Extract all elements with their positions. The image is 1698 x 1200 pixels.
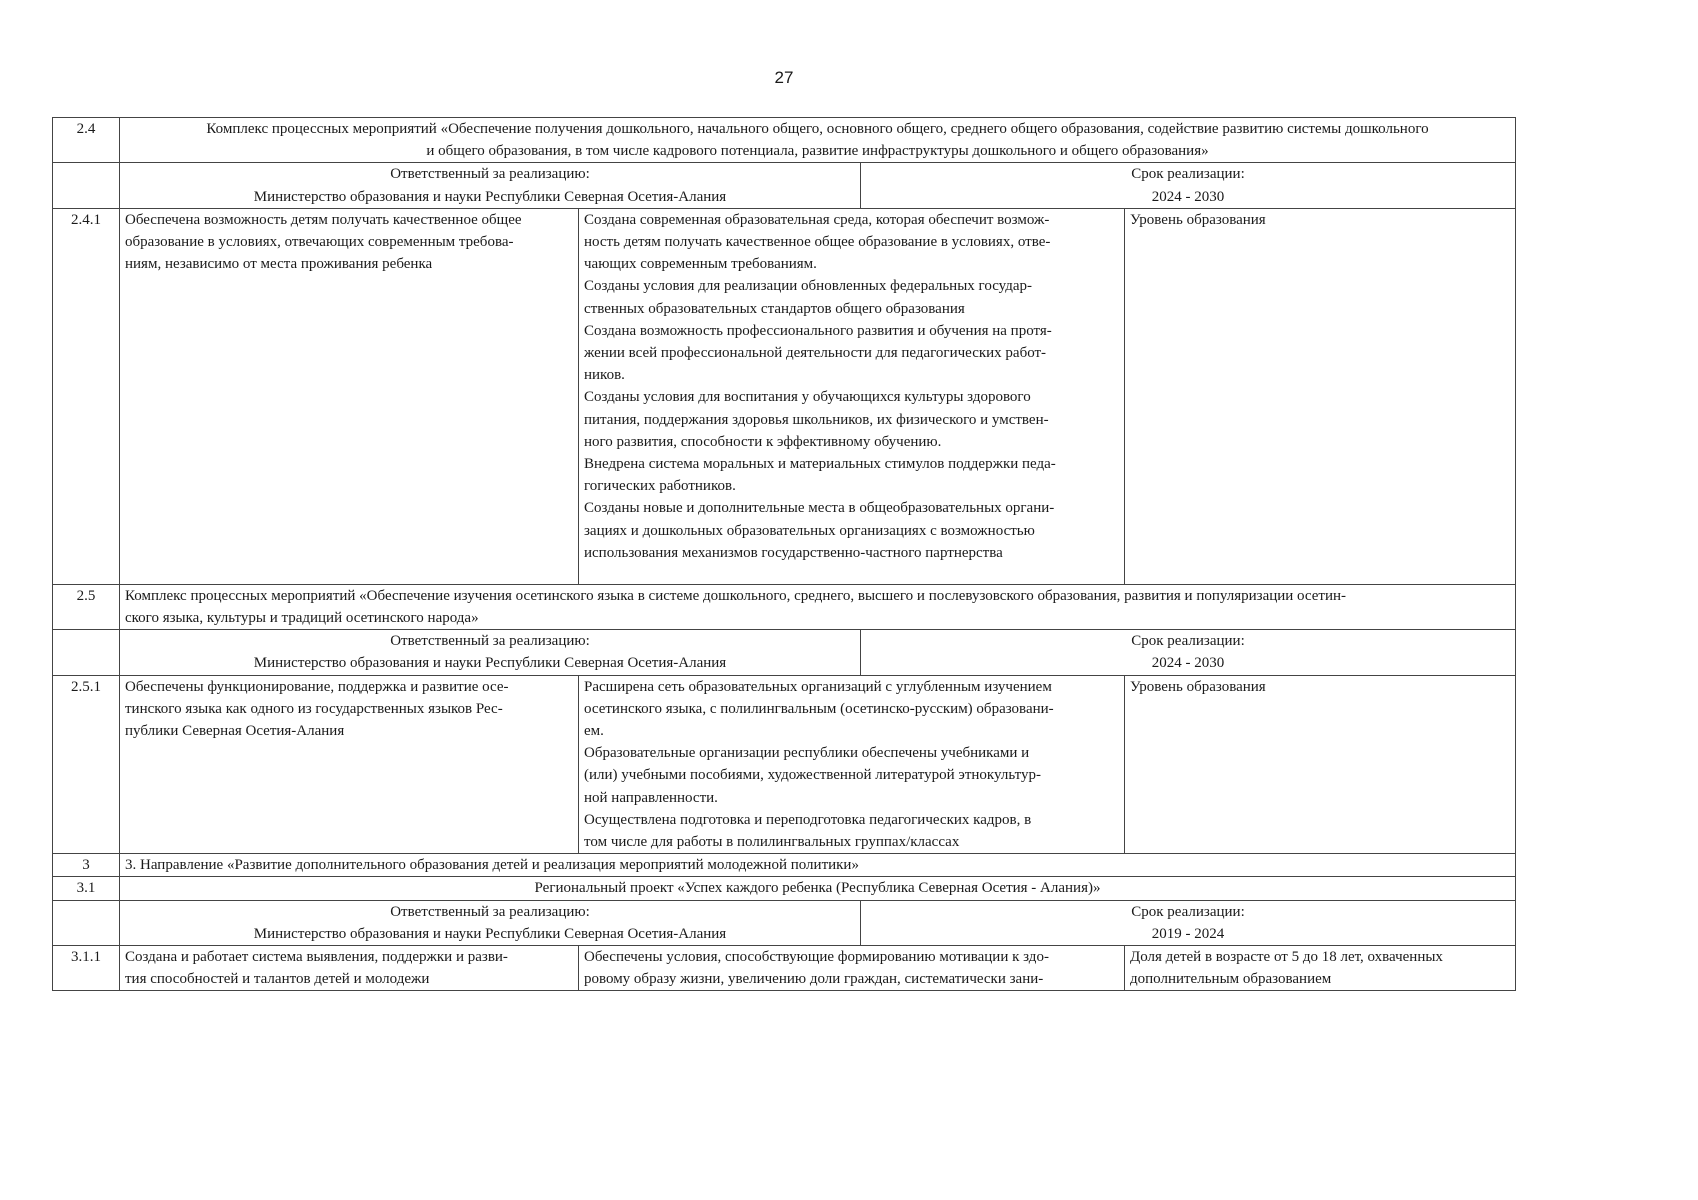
text-line: Осуществлена подготовка и переподготовка педагогических кадров, в — [584, 811, 1032, 828]
text-line: Внедрена система моральных и материальных стимулов поддержки педа- — [584, 456, 1056, 473]
responsible-label: Ответственный за реализацию: — [390, 166, 590, 183]
empty-cell — [53, 900, 120, 945]
text-line: ного развития, способности к эффективному обучению. — [584, 433, 942, 450]
text-line: Созданы новые и дополнительные места в общеобразовательных органи- — [584, 500, 1055, 517]
text-line: Комплекс процессных мероприятий «Обеспечение получения дошкольного, начального общего, основного общего, среднего общего образования, содействие развитию системы дошкольного — [206, 121, 1429, 137]
text-line: Уровень образования — [1130, 211, 1266, 228]
term-label: Срок реализации: — [1131, 903, 1245, 920]
text-line: Обеспечена возможность детям получать качественное общее — [125, 211, 522, 228]
text-line: Образовательные организации республики обеспечены учебниками и — [584, 745, 1030, 762]
term-label: Срок реализации: — [1131, 633, 1245, 650]
page-number: 27 — [774, 68, 794, 87]
project-title: Региональный проект «Успех каждого ребенка (Республика Северная Осетия - Алания)» — [120, 877, 1516, 900]
responsible-value: Министерство образования и науки Республики Северная Осетия-Алания — [253, 655, 727, 672]
task-cell — [120, 946, 579, 991]
text-line: том числе для работы в полилингвальных группах/классах — [584, 834, 960, 851]
row-number: 2.4.1 — [53, 208, 120, 584]
text-line: использования механизмов государственно-частного партнерства — [584, 544, 1003, 561]
text-line: Создана и работает система выявления, поддержки и разви- — [125, 949, 508, 966]
row-number: 3 — [53, 854, 120, 877]
text-line: Создана возможность профессионального развития и обучения на протя- — [584, 322, 1052, 339]
indicator-cell — [1125, 208, 1516, 584]
text-line: ского языка, культуры и традиций осетинского народа» — [125, 610, 479, 627]
responsible-cell — [120, 630, 861, 675]
responsible-row-2-5 — [53, 630, 1516, 675]
task-row-2-5-1 — [53, 675, 1516, 854]
text-line: Комплекс процессных мероприятий «Обеспечение изучения осетинского языка в системе дошкольного, среднего, высшего и послевузовского образования, развития и популяризации осетин- — [125, 587, 1347, 604]
direction-title: 3. Направление «Развитие дополнительного образования детей и реализация мероприятий молодежной политики» — [120, 854, 1516, 877]
direction-row-3 — [53, 854, 1516, 877]
term-value: 2019 - 2024 — [1151, 925, 1225, 942]
text-line: ной направленности. — [584, 789, 718, 806]
row-number: 2.5.1 — [53, 675, 120, 854]
term-value: 2024 - 2030 — [1151, 188, 1225, 205]
result-cell — [579, 946, 1125, 991]
indicator-cell — [1125, 946, 1516, 991]
empty-cell — [53, 163, 120, 208]
section-title — [120, 584, 1516, 629]
section-row-2-5 — [53, 584, 1516, 629]
section-title — [120, 118, 1516, 163]
text-line: ность детям получать качественное общее образование в условиях, отве- — [584, 234, 1051, 251]
text-line: тия способностей и талантов детей и молодежи — [125, 971, 430, 988]
empty-cell — [53, 630, 120, 675]
text-line: Расширена сеть образовательных организаций с углубленным изучением — [584, 678, 1052, 695]
text-line: Обеспечены функционирование, поддержка и развитие осе- — [125, 678, 509, 695]
text-line: Доля детей в возрасте от 5 до 18 лет, охваченных — [1130, 949, 1443, 966]
text-line: ровому образу жизни, увеличению доли граждан, систематически зани- — [584, 971, 1044, 988]
term-label: Срок реализации: — [1131, 166, 1245, 183]
activities-table — [52, 117, 1516, 991]
responsible-cell — [120, 163, 861, 208]
row-number: 2.4 — [53, 118, 120, 163]
text-line: (или) учебными пособиями, художественной литературой этнокультур- — [584, 767, 1041, 784]
responsible-label: Ответственный за реализацию: — [390, 633, 590, 650]
text-line: Уровень образования — [1130, 678, 1266, 695]
text-line: жении всей профессиональной деятельности для педагогических работ- — [584, 345, 1047, 362]
responsible-row-3-1 — [53, 900, 1516, 945]
text-line: и общего образования, в том числе кадрового потенциала, развитие инфраструктуры дошкольного и общего образования» — [426, 143, 1209, 160]
term-cell — [861, 630, 1516, 675]
text-line: образование в условиях, отвечающих современным требова- — [125, 234, 514, 251]
text-line: Созданы условия для реализации обновленных федеральных государ- — [584, 278, 1032, 295]
text-line: гогических работников. — [584, 478, 736, 495]
result-cell — [579, 675, 1125, 854]
responsible-value: Министерство образования и науки Республики Северная Осетия-Алания — [253, 925, 727, 942]
term-cell — [861, 163, 1516, 208]
row-number: 3.1 — [53, 877, 120, 900]
result-cell — [579, 208, 1125, 584]
text-line: дополнительным образованием — [1130, 971, 1332, 988]
text-line: ниям, независимо от места проживания ребенка — [125, 256, 433, 273]
text-line: публики Северная Осетия-Алания — [125, 723, 345, 740]
indicator-cell — [1125, 675, 1516, 854]
text-line: чающих современным требованиям. — [584, 256, 817, 273]
responsible-row-2-4 — [53, 163, 1516, 208]
task-row-3-1-1 — [53, 946, 1516, 991]
text-line: Созданы условия для воспитания у обучающихся культуры здорового — [584, 389, 1031, 406]
text-line: Создана современная образовательная среда, которая обеспечит возмож- — [584, 211, 1050, 228]
text-line: Обеспечены условия, способствующие формированию мотивации к здо- — [584, 949, 1049, 966]
text-line: ем. — [584, 723, 604, 740]
term-cell — [861, 900, 1516, 945]
term-value: 2024 - 2030 — [1151, 655, 1225, 672]
text-line: осетинского языка, с полилингвальным (осетинско-русским) образовани- — [584, 700, 1054, 717]
text-line: тинского языка как одного из государственных языков Рес- — [125, 700, 503, 717]
task-row-2-4-1 — [53, 208, 1516, 584]
responsible-cell — [120, 900, 861, 945]
responsible-value: Министерство образования и науки Республики Северная Осетия-Алания — [253, 188, 727, 205]
text-line: ников. — [584, 367, 625, 384]
task-cell — [120, 675, 579, 854]
text-line: питания, поддержания здоровья школьников, их физического и умствен- — [584, 411, 1049, 428]
text-line: ственных образовательных стандартов общего образования — [584, 300, 965, 317]
section-row-2-4 — [53, 118, 1516, 163]
task-cell — [120, 208, 579, 584]
text-line: зациях и дошкольных образовательных организациях с возможностью — [584, 522, 1035, 539]
row-number: 3.1.1 — [53, 946, 120, 991]
project-row-3-1 — [53, 877, 1516, 900]
row-number: 2.5 — [53, 584, 120, 629]
responsible-label: Ответственный за реализацию: — [390, 903, 590, 920]
